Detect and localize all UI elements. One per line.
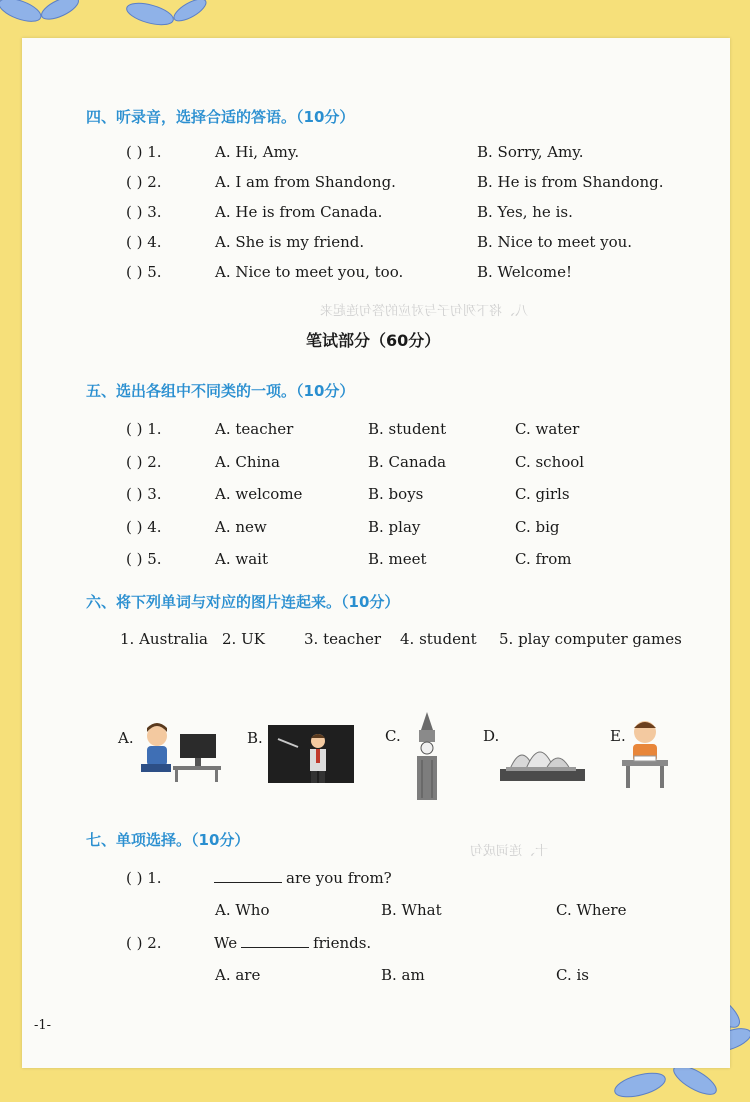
- q7-2-option-a: A. are: [215, 966, 261, 984]
- q7-1-option-c: C. Where: [556, 901, 627, 919]
- boy-playing-computer-icon: [135, 716, 225, 786]
- option-b: B. Yes, he is.: [477, 203, 573, 221]
- option-a: A. new: [215, 517, 267, 536]
- word-student: 4. student: [400, 630, 477, 648]
- option-b: B. He is from Shandong.: [477, 173, 664, 191]
- teacher-at-blackboard-icon: [268, 725, 354, 783]
- student-at-desk-icon: [618, 716, 672, 794]
- question-number[interactable]: ( ) 5.: [126, 263, 162, 281]
- option-b: B. student: [368, 420, 447, 438]
- section-7-title: 七、单项选择。（10分）: [86, 831, 250, 849]
- option-b: B. play: [368, 517, 421, 536]
- bleed-through-text: 十、连词成句: [470, 844, 549, 859]
- option-b: B. Nice to meet you.: [477, 233, 633, 251]
- option-a: A. Hi, Amy.: [215, 143, 300, 161]
- q7-1-stem-text: are you from?: [286, 869, 392, 887]
- q7-2-stem-text: friends.: [313, 934, 372, 952]
- picture-label-c: C.: [385, 727, 401, 745]
- picture-label-e: E.: [610, 727, 626, 745]
- option-c: C. from: [515, 550, 572, 568]
- option-a: A. He is from Canada.: [215, 203, 383, 221]
- option-a: A. Nice to meet you, too.: [215, 263, 404, 281]
- written-part-title: 笔试部分（60分）: [306, 331, 441, 350]
- option-b: B. Canada: [368, 452, 447, 471]
- option-c: C. school: [515, 452, 585, 471]
- q7-2-option-b: B. am: [381, 966, 425, 984]
- option-a: A. wait: [215, 550, 268, 568]
- question-number[interactable]: ( ) 1.: [126, 143, 162, 161]
- word-teacher: 3. teacher: [304, 630, 382, 648]
- question-number[interactable]: ( ) 3.: [126, 485, 162, 503]
- question-number[interactable]: ( ) 2.: [126, 173, 162, 191]
- picture-label-b: B.: [247, 729, 263, 747]
- question-number[interactable]: ( ) 4.: [126, 233, 162, 251]
- question-number[interactable]: ( ) 3.: [126, 203, 162, 221]
- option-a: A. teacher: [215, 420, 294, 438]
- option-c: C. girls: [515, 485, 570, 503]
- flower-decoration-top-left: [0, 0, 210, 40]
- section-5-title: 五、选出各组中不同类的一项。（10分）: [86, 382, 355, 400]
- option-b: B. Welcome!: [477, 263, 572, 281]
- option-a: A. I am from Shandong.: [215, 173, 396, 191]
- q7-2-number: ( ) 2.: [126, 934, 162, 952]
- option-c: C. big: [515, 517, 560, 536]
- bleed-through-text: 八、将下列句子与对应的答句连起来: [320, 304, 529, 319]
- option-b: B. boys: [368, 485, 424, 503]
- picture-label-d: D.: [483, 727, 500, 745]
- question-number[interactable]: ( ) 5.: [126, 550, 162, 568]
- word-australia: 1. Australia: [120, 630, 208, 648]
- q7-1-number: ( ) 1.: [126, 869, 162, 887]
- question-number[interactable]: ( ) 4.: [126, 517, 162, 536]
- big-ben-icon: [411, 712, 443, 800]
- word-play-computer-games: 5. play computer games: [499, 630, 682, 648]
- question-number[interactable]: ( ) 2.: [126, 452, 162, 471]
- option-c: C. water: [515, 420, 580, 438]
- page-number: -1-: [34, 1018, 52, 1033]
- q7-1-option-b: B. What: [381, 901, 442, 919]
- section-6-title: 六、将下列单词与对应的图片连起来。（10分）: [86, 593, 400, 611]
- word-uk: 2. UK: [222, 630, 265, 648]
- option-a: A. welcome: [215, 485, 303, 503]
- question-number[interactable]: ( ) 1.: [126, 420, 162, 438]
- answer-blank[interactable]: [241, 935, 309, 948]
- answer-blank[interactable]: [214, 870, 282, 883]
- q7-2-option-c: C. is: [556, 966, 589, 984]
- option-a: A. China: [215, 452, 280, 471]
- sydney-opera-house-icon: [500, 731, 585, 781]
- option-b: B. Sorry, Amy.: [477, 143, 584, 161]
- q7-1-stem: [210, 869, 392, 887]
- q7-1-option-a: A. Who: [215, 901, 270, 919]
- option-a: A. She is my friend.: [215, 233, 365, 251]
- section-4-title: 四、听录音，选择合适的答语。（10分）: [86, 108, 355, 126]
- option-b: B. meet: [368, 550, 427, 568]
- q7-2-stem-pre: We: [214, 934, 238, 952]
- q7-2-stem: [214, 934, 371, 952]
- picture-label-a: A.: [118, 729, 134, 747]
